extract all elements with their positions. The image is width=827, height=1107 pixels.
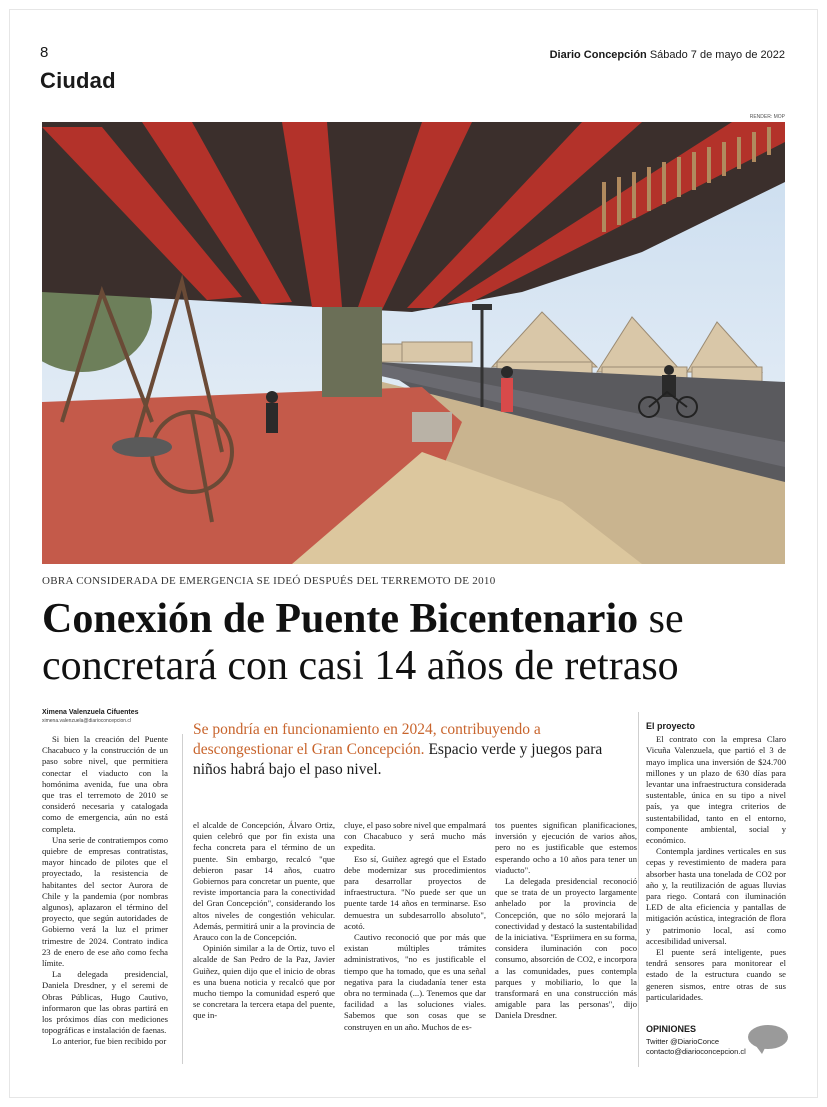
paragraph: Lo anterior, fue bien recibido por [52, 1036, 167, 1047]
deck [193, 720, 628, 780]
paragraph: Una serie de contratiempos como quiebre de empresas contratistas, mayor hincado de pilotes que el proyectado, la resistencia de habitantes del sector Aurora de Chile y la pandemia (por nombras algunos), aplazaron el término del proyecto, que según autoridades de Gobierno verá la luz el primer trimestre de 2024. Contrato indica 23 de enero de ese año como fecha límite. [42, 834, 168, 969]
sidebar-project [646, 721, 786, 1003]
headline-bold: Conexión de Puente Bicentenario [42, 596, 639, 642]
paragraph: La delegada presidencial, Daniela Dresdner, y el seremi de Obras Públicas, Hugo Cautivo, informaron que las obras partirá en los próximos días con mediciones topográficas e instalación de faenas. [42, 969, 168, 1036]
kicker: OBRA CONSIDERADA DE EMERGENCIA SE IDEÓ DESPUÉS DEL TERREMOTO DE 2010 [42, 575, 496, 587]
article-column-3 [344, 820, 486, 1033]
paragraph: tos puentes significan planificaciones, inversión y ejecución de varios años, pero no es justificable que estemos esperando ocho a 10 años para tener un viaducto". [495, 820, 637, 875]
byline-email: ximena.valenzuela@diarioconcepcion.cl [42, 718, 132, 724]
page-number: 8 [40, 44, 49, 61]
article-column-1 [42, 734, 168, 1048]
paragraph: La delegada presidencial reconoció que se trata de un proyecto largamente anhelado por la provincia de Concepción, que no sólo mejorará la conectividad y destacó la sustentabilidad de la iniciativa. "Espriimera en su forma, considera iluminación con poco consumo, absorción de CO2, e incorpora a las comunidades, pues contempla parques y mobiliario, lo que la transformará en una construcción más amigable para las personas", dijo Daniela Dresdner. [495, 876, 637, 1021]
speech-bubble-icon [748, 1025, 788, 1049]
newspaper-name: Diario Concepción [549, 49, 647, 61]
paragraph: cluye, el paso sobre nivel que empalmará con Chacabuco y será mucho más expedita. [344, 820, 486, 853]
byline: Ximena Valenzuela Cifuentes [42, 709, 139, 716]
opinion-email[interactable]: contacto@diarioconcepcion.cl [646, 1047, 746, 1056]
paragraph: Opinión similar a la de Ortiz, tuvo el alcalde de San Pedro de la Paz, Javier Guiñez, quien dijo que el inicio de obras es una buena noticia y recalcó que por mucho tiempo la comunidad esperó que se concretara la tercera etapa del puente, que in- [193, 943, 335, 1021]
opinion-title: OPINIONES [646, 1024, 697, 1034]
section-title: Ciudad [40, 68, 116, 93]
sidebar-title: El proyecto [646, 721, 696, 731]
paragraph: Eso sí, Guiñez agregó que el Estado debe modernizar sus procedimientos para desarrollar proyectos de infraestructura. "No puede ser que un puente tarde 14 años en terminarse. Eso demuestra un subdesarrollo absoluto", acotó. [344, 853, 486, 931]
paragraph: El puente será inteligente, pues tendrá sensores para monitorear el estado de la estructura cuando se generen sismos, entre otras de sus particularidades. [646, 947, 786, 1002]
article-column-2 [193, 820, 335, 1022]
masthead-date [550, 49, 785, 61]
issue-date: Sábado 7 de mayo de 2022 [649, 49, 785, 61]
headline-part-1: se [648, 596, 684, 642]
deck-highlight: Se pondría en funcionamiento en 2024, contribuyendo a descongestionar el Gran Concepción. [193, 721, 541, 758]
paragraph: Contempla jardines verticales en sus cepas y revestimiento de madera para absorber hasta una tonelada de CO2 por año y, la reutilización de aguas lluvias para riego. Contará con iluminación LED de alta eficiencia y pantallas de mitigación acústica, integración de flora y patrimonio local, así como accesibilidad universal. [646, 846, 786, 946]
photo-credit: RENDER: MOP [749, 114, 785, 120]
column-divider [638, 712, 639, 1067]
headline-part-2: concretará con casi 14 años de retraso [42, 643, 679, 689]
paragraph: el alcalde de Concepción, Álvaro Ortiz, quien celebró que por fin exista una fecha concreta para el término de un puente. Sin embargo, recalcó "que debieron pasar 14 años, cuatro Gobiernos para concretar un puente, que reviste importancia para la conectividad del Gran Concepción", considerando los altos niveles de congestión vehicular. Además, permitirá unir a la provincia de Arauco con la de Concepción. [193, 820, 335, 943]
paragraph: El contrato con la empresa Claro Vicuña Valenzuela, que partió el 3 de mayo implica una inversión de $24.700 millones y un plazo de 630 días para levantar una infraestructura considerada sustentable, única en su tipo a nivel país, ya que integra criterios de sustentabilidad, tanto en el entorno, componente ambiental, social y económico. [646, 734, 786, 846]
paragraph: Cautivo reconoció que por más que existan múltiples trámites administrativos, "no es justificable el tiempo que ha tomado, que es una señal negativa para la ciudadanía tener esta obra no terminada (...). Tenemos que dar facilidad a las soluciones viales. Sabemos que son cosas que se construyen en un año. Muchos de es- [344, 932, 486, 1032]
headline [42, 596, 802, 690]
article-column-4 [495, 820, 637, 1022]
column-divider [182, 734, 183, 1064]
deck-rest: Espacio verde y juegos para niños habrá bajo el paso nivel. [193, 741, 603, 778]
bridge-render-photo [42, 122, 785, 564]
opinion-twitter[interactable]: Twitter @DiarioConce [646, 1037, 720, 1046]
paragraph: Si bien la creación del Puente Chacabuco y la construcción de un paso sobre nivel, que permitiera conectar el viaducto con la homónima avenida, fue una obra que tras el terremoto de 2010 se consideró necesaria y catalogada como de emergencia, aún no está completa. [42, 734, 168, 834]
